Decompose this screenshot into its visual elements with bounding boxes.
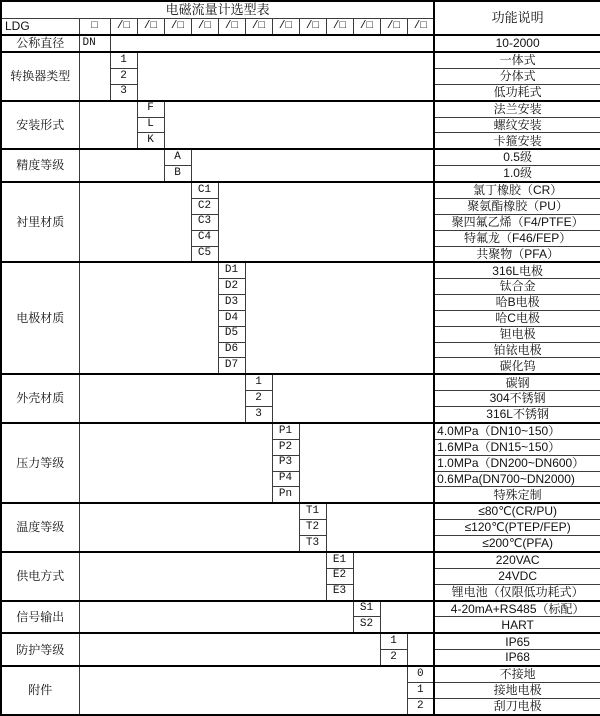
code-cell: K [137,133,164,149]
code-cell: C3 [191,214,218,230]
function-cell: 聚氨酯橡胶（PU） [434,199,600,215]
code-cell: E2 [326,568,353,584]
code-cell: B [164,166,191,182]
model-segment-box: /□ [272,19,299,35]
category-label: 附件 [1,666,79,715]
code-cell: T3 [299,536,326,552]
code-cell: F [137,101,164,117]
category-label: 转换器类型 [1,52,79,101]
code-cell: E1 [326,552,353,568]
function-cell: 螺纹安装 [434,117,600,133]
category-label: 精度等级 [1,149,79,182]
spacer-left [79,374,245,423]
spacer-right [191,149,434,182]
function-cell: 低功耗式 [434,84,600,100]
function-cell: 316L电极 [434,262,600,278]
code-cell: D3 [218,295,245,311]
model-segment-box: /□ [245,19,272,35]
model-segment-box: /□ [380,19,407,35]
code-cell: D5 [218,326,245,342]
code-cell: DN [79,35,110,52]
model-segment-box: /□ [191,19,218,35]
spacer-left [79,149,164,182]
function-cell: 哈B电极 [434,295,600,311]
spacer-left [79,633,380,666]
code-cell: P2 [272,439,299,455]
function-cell: 304不锈钢 [434,391,600,407]
spacer-left [79,552,326,601]
code-cell: C5 [191,246,218,262]
function-cell: 220VAC [434,552,600,568]
code-cell: T1 [299,503,326,519]
function-cell: 哈C电极 [434,310,600,326]
model-segment-box: /□ [110,19,137,35]
spacer-right [299,423,434,503]
code-cell: Pn [272,487,299,503]
model-segment-box: /□ [164,19,191,35]
category-label: 信号输出 [1,601,79,634]
function-column-header: 功能说明 [434,1,600,35]
spacer-right [407,633,434,666]
category-label: 供电方式 [1,552,79,601]
spacer-right [164,101,434,150]
function-cell: 10-2000 [434,35,600,52]
function-cell: 刮刀电极 [434,698,600,715]
spacer-left [79,423,272,503]
code-cell: 0 [407,666,434,682]
code-cell: D4 [218,310,245,326]
function-cell: 一体式 [434,52,600,68]
function-cell: 锂电池（仅限低功耗式） [434,584,600,600]
function-cell: 共聚物（PFA） [434,246,600,262]
code-cell: C1 [191,182,218,198]
code-cell: D6 [218,342,245,358]
code-cell: 2 [407,698,434,715]
function-cell: HART [434,617,600,633]
function-cell: 碳化钨 [434,358,600,374]
function-cell: IP65 [434,633,600,649]
code-cell: S1 [353,601,380,617]
code-cell: S2 [353,617,380,633]
function-cell: 接地电极 [434,683,600,699]
spacer-right [380,601,434,634]
spacer-right [272,374,434,423]
spacer-right [218,182,434,262]
code-cell: 2 [245,391,272,407]
function-cell: 1.6MPa（DN15~150） [434,439,600,455]
code-cell: L [137,117,164,133]
code-cell: 1 [380,633,407,649]
function-cell: 4.0MPa（DN10~150） [434,423,600,439]
code-cell: D2 [218,279,245,295]
code-cell: P3 [272,455,299,471]
model-base-box: □ [79,19,110,35]
function-cell: ≤120℃(PTEP/FEP) [434,520,600,536]
spacer-left [79,262,218,374]
category-label: 外壳材质 [1,374,79,423]
function-cell: 铂铱电极 [434,342,600,358]
code-cell: E3 [326,584,353,600]
function-cell: 聚四氟乙烯（F4/PTFE） [434,214,600,230]
code-cell: P1 [272,423,299,439]
function-cell: 钛合金 [434,279,600,295]
code-cell: 3 [110,84,137,100]
spacer-left [79,666,407,715]
category-label: 公称直径 [1,35,79,52]
category-label: 压力等级 [1,423,79,503]
function-cell: 1.0MPa（DN200~DN600） [434,455,600,471]
function-cell: 0.6MPa(DN700~DN2000) [434,471,600,487]
function-cell: ≤200℃(PFA) [434,536,600,552]
spacer-left [79,101,137,150]
function-cell: 0.5级 [434,149,600,165]
code-cell: A [164,149,191,165]
function-cell: 不接地 [434,666,600,682]
function-cell: 316L不锈钢 [434,407,600,423]
code-cell: 1 [245,374,272,390]
model-segment-box: /□ [407,19,434,35]
spacer-left [79,182,191,262]
function-cell: 1.0级 [434,166,600,182]
code-cell: D7 [218,358,245,374]
code-cell: C4 [191,230,218,246]
function-cell: 特氟龙（F46/FEP） [434,230,600,246]
table-title: 电磁流量计选型表 [1,1,434,19]
model-segment-box: /□ [353,19,380,35]
function-cell: 分体式 [434,68,600,84]
code-cell: 2 [380,650,407,666]
model-segment-box: /□ [299,19,326,35]
model-segment-box: /□ [326,19,353,35]
code-cell: 1 [110,52,137,68]
spacer-right [245,262,434,374]
spacer-right [110,35,434,52]
spacer-left [79,52,110,101]
function-cell: IP68 [434,650,600,666]
code-cell: D1 [218,262,245,278]
code-cell: 2 [110,68,137,84]
code-cell: 3 [245,407,272,423]
model-prefix: LDG [1,19,79,35]
category-label: 安装形式 [1,101,79,150]
code-cell: 1 [407,683,434,699]
code-cell: T2 [299,520,326,536]
spacer-left [79,503,299,552]
category-label: 防护等级 [1,633,79,666]
category-label: 衬里材质 [1,182,79,262]
function-cell: ≤80℃(CR/PU) [434,503,600,519]
category-label: 电极材质 [1,262,79,374]
code-cell: C2 [191,199,218,215]
function-cell: 碳钢 [434,374,600,390]
model-segment-box: /□ [137,19,164,35]
function-cell: 钽电极 [434,326,600,342]
selection-table-body [1,1,600,715]
function-cell: 特殊定制 [434,487,600,503]
spacer-right [137,52,434,101]
category-label: 温度等级 [1,503,79,552]
spacer-right [326,503,434,552]
function-cell: 法兰安装 [434,101,600,117]
model-segment-box: /□ [218,19,245,35]
function-cell: 卡箍安装 [434,133,600,149]
spacer-left [79,601,353,634]
function-cell: 氯丁橡胶（CR） [434,182,600,198]
spacer-right [353,552,434,601]
function-cell: 4-20mA+RS485（标配） [434,601,600,617]
function-cell: 24VDC [434,568,600,584]
code-cell: P4 [272,471,299,487]
